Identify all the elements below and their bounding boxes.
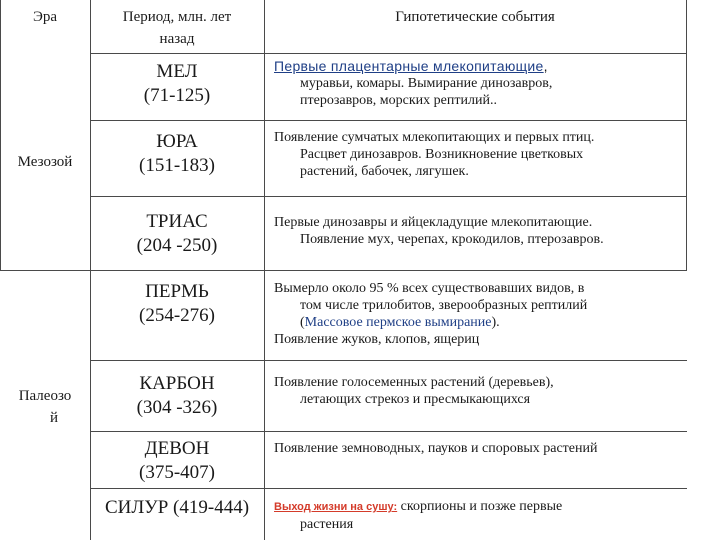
header-period-line1: Период, млн. лет: [122, 9, 232, 25]
period-silurian: [90, 496, 264, 520]
row-divider: [91, 120, 687, 121]
event-line: Первые динозавры и яйцекладущие млекопитающие.: [274, 215, 593, 230]
events-silurian: [274, 498, 686, 533]
mammals-link[interactable]: Первые плацентарные млекопитающие: [274, 58, 544, 74]
era-paleozoic-line2: й: [49, 410, 59, 426]
table-border-left: [0, 0, 1, 270]
event-line: Появление голосеменных растений (деревьев),: [274, 375, 554, 390]
header-divider: [91, 53, 687, 54]
period-range: (204 -250): [136, 235, 218, 256]
paren-open: (: [300, 315, 305, 330]
events-permian: [274, 280, 686, 348]
paren-close: ).: [491, 315, 500, 330]
row-divider: [91, 196, 687, 197]
event-line: Появление земноводных, пауков и споровых растений: [274, 441, 598, 456]
era-paleozoic: [0, 385, 90, 429]
era-divider: [0, 270, 687, 271]
event-line: Появление жуков, клопов, ящериц: [274, 332, 480, 347]
period-permian: [90, 280, 264, 328]
period-range: (375-407): [139, 462, 215, 483]
event-line: Расцвет динозавров. Возникновение цветковых: [300, 147, 584, 162]
events-jurassic: [274, 129, 686, 180]
event-line: растений, бабочек, лягушек.: [300, 164, 469, 179]
events-triassic: [274, 214, 686, 248]
period-range: (71-125): [143, 85, 211, 106]
period-name: ТРИАС: [146, 211, 208, 232]
period-name: ПЕРМЬ: [145, 281, 209, 302]
row-divider: [91, 360, 687, 361]
event-line: Вымерло около 95 % всех существовавших видов, в: [274, 281, 585, 296]
event-line: летающих стрекоз и пресмыкающихся: [300, 392, 531, 407]
header-period: [90, 6, 264, 50]
period-range: (304 -326): [136, 397, 218, 418]
event-line: Появление мух, черепах, крокодилов, птерозавров.: [300, 232, 604, 247]
period-name: ДЕВОН: [144, 438, 210, 459]
era-mesozoic: [0, 154, 90, 171]
event-line: Появление сумчатых млекопитающих и первых птиц.: [274, 130, 595, 145]
header-events: [264, 6, 686, 28]
header-period-line2: назад: [159, 31, 195, 47]
row-divider: [91, 488, 687, 489]
period-name: КАРБОН: [139, 373, 215, 394]
link-tail: ,: [543, 58, 548, 74]
period-devonian: [90, 437, 264, 485]
events-devonian: [274, 440, 686, 457]
header-era: [0, 6, 90, 28]
period-name: ЮРА: [156, 131, 198, 152]
mass-extinction-link[interactable]: Массовое пермское вымирание: [304, 315, 492, 330]
table-border-right: [686, 0, 687, 270]
period-range: (254-276): [139, 305, 215, 326]
event-line: муравьи, комары. Вымирание динозавров,: [300, 76, 553, 91]
period-jurassic: [90, 130, 264, 178]
period-cretaceous: [90, 60, 264, 108]
period-triassic: [90, 210, 264, 258]
row-divider: [91, 431, 687, 432]
era-paleozoic-line1: Палеозо: [18, 388, 72, 404]
event-line: растения: [300, 517, 354, 532]
land-colonization-link[interactable]: Выход жизни на сушу:: [274, 501, 398, 513]
period-range: (151-183): [139, 155, 215, 176]
era-mesozoic-label: Мезозой: [17, 154, 73, 170]
events-carboniferous: [274, 374, 686, 408]
period-name: МЕЛ: [156, 61, 198, 82]
header-era-label: Эра: [32, 9, 58, 25]
event-line: скорпионы и позже первые: [397, 499, 563, 514]
event-line: том числе трилобитов, зверообразных рептилий: [300, 298, 588, 313]
header-events-label: Гипотетические события: [395, 9, 555, 25]
period-carboniferous: [90, 372, 264, 420]
events-cretaceous: [274, 58, 686, 109]
event-line: птерозавров, морских рептилий..: [300, 93, 497, 108]
period-full: СИЛУР (419-444): [104, 497, 250, 518]
